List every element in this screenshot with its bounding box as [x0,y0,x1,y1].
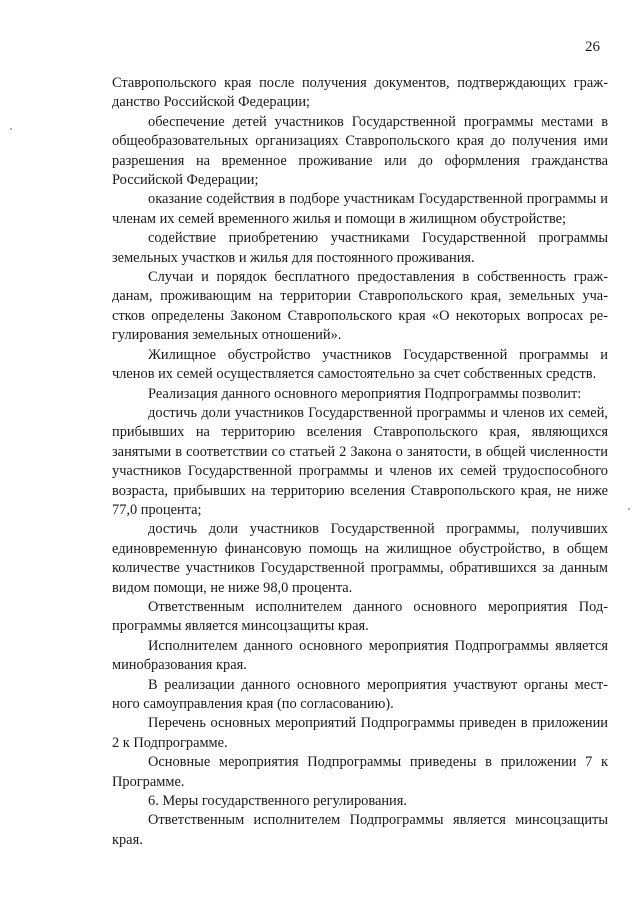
section-heading: 6. Меры государственного регулирования. [148,793,407,810]
paragraph: В реализации данного основного мероприятия участвуют органы местного самоуправления края (по согласованию). [112,676,608,712]
page-number: 26 [585,39,600,55]
document-body [112,74,608,850]
paragraph: Реализация данного основного мероприятия Подпрограммы позволит: [148,385,582,402]
paragraph: обеспечение детей участников Государственной программы местами в общеобразовательных организациях Ставропольского края до получения ими разрешения на временное проживание или до оформления гражданства Российской Федерации; [112,113,608,189]
paragraph: Ставропольского края после получения документов, подтверждающих гражданство Российской Федерации; [112,75,608,111]
paragraph: Жилищное обустройство участников Государственной программы и членов их семей осуществляется самостоятельно за счет собственных средств. [112,346,608,383]
paragraph: Перечень основных мероприятий Подпрограммы приведен в приложении 2 к Подпрограмме. [112,715,608,751]
paragraph: достичь доли участников Государственной программы и членов их семей, прибывших на территорию вселения Ставропольского края, являющихся занятыми в соответствии со статьей 2 Закона о занятости, в общей численности участников Государственной программы и членов их семей трудоспособного возраста, прибывших на территорию вселения Ставропольского края, не ниже 77,0 процента; [112,404,608,518]
paragraph: содействие приобретению участниками Государственной программы земельных участков и жилья для постоянного проживания. [112,230,608,266]
paragraph: Ответственным исполнителем данного основного мероприятия Подпрограммы является минсоцзащиты края. [112,598,608,635]
scan-speck [628,508,630,510]
scan-speck [10,128,12,130]
paragraph: Ответственным исполнителем Подпрограммы является минсоцзащиты края. [112,812,608,848]
paragraph: оказание содействия в подборе участникам Государственной программы и членам их семей временного жилья и помощи в жилищном обустройстве; [112,191,608,227]
paragraph: Случаи и порядок бесплатного предоставления в собственность гражданам, проживающим на территории Ставропольского края, земельных участков определены Законом Ставропольского края «О некоторых вопросах регулирования земельных отношений». [112,269,608,344]
paragraph: Основные мероприятия Подпрограммы приведены в приложении 7 к Программе. [112,754,608,790]
paragraph: достичь доли участников Государственной программы, получивших единовременную финансовую помощь на жилищное обустройство, в общем количестве участников Государственной программы, обратившихся за данным видом помощи, не ниже 98,0 процента. [112,521,608,596]
paragraph: Исполнителем данного основного мероприятия Подпрограммы является минобразования края. [112,637,608,674]
